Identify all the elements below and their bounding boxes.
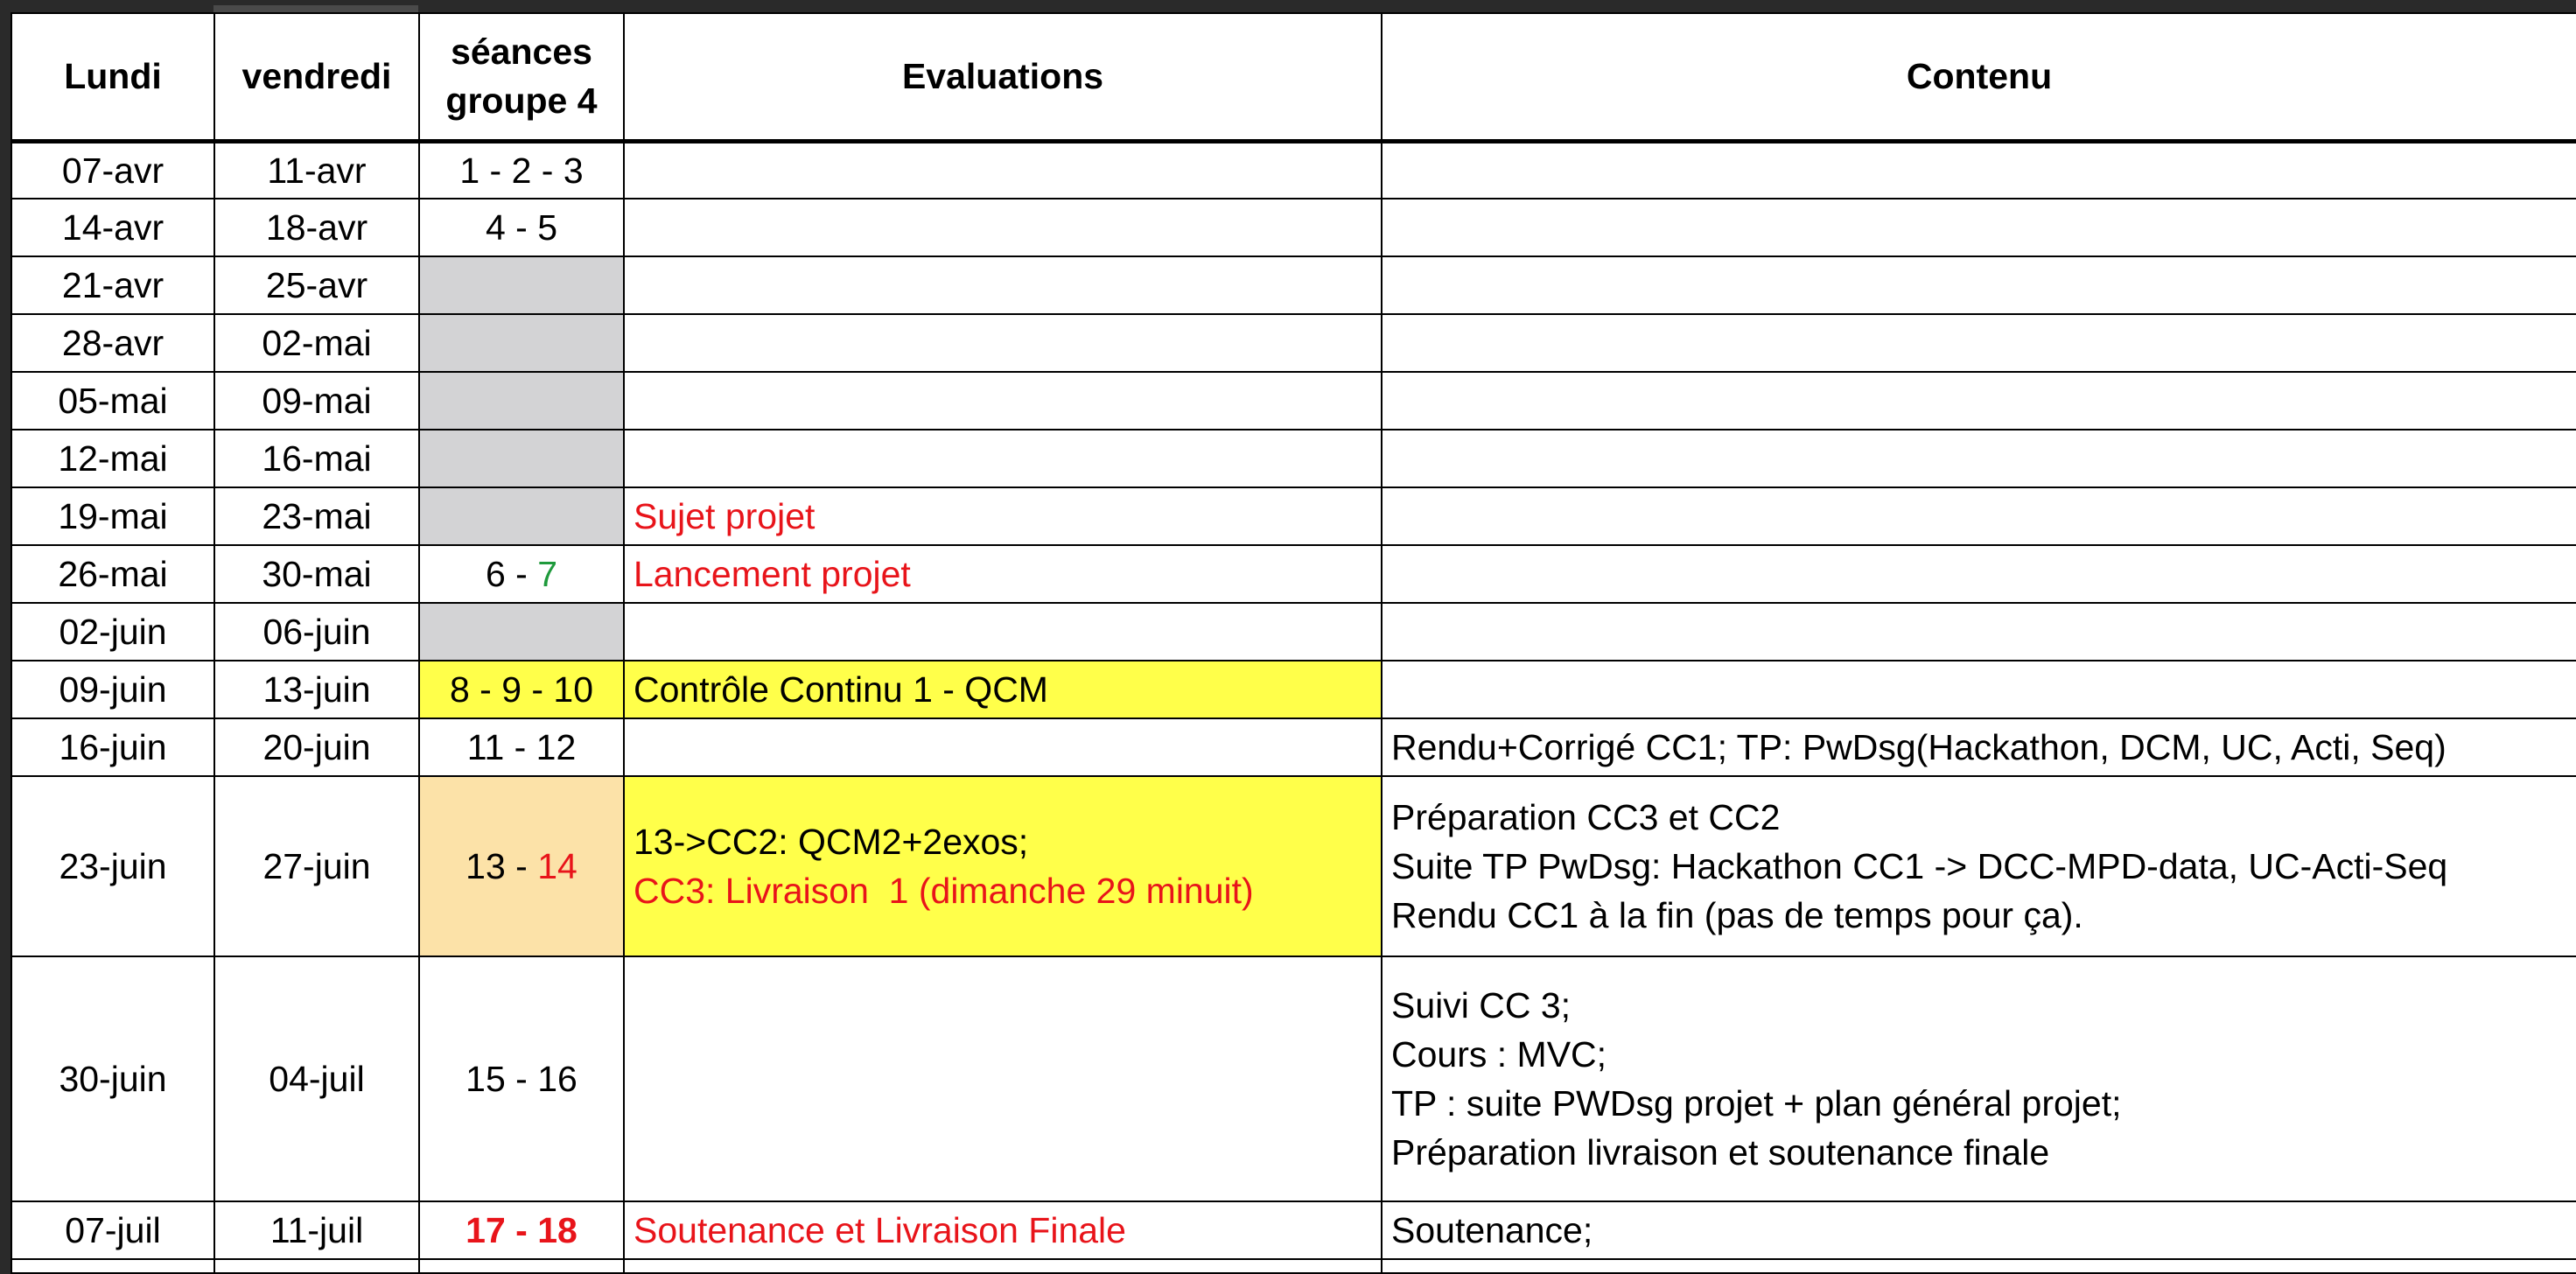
table-row [11, 314, 2576, 372]
header-contenu[interactable]: Contenu [1382, 13, 2576, 141]
cell-evaluation[interactable] [624, 372, 1382, 430]
cell-evaluation[interactable] [624, 718, 1382, 776]
header-row [11, 13, 2576, 141]
cell-vendredi[interactable]: 25-avr [214, 256, 419, 314]
header-evaluations[interactable]: Evaluations [624, 13, 1382, 141]
cell-vendredi[interactable]: 02-mai [214, 314, 419, 372]
cell-vendredi[interactable]: 20-juin [214, 718, 419, 776]
table-row [11, 256, 2576, 314]
seances-part-b: 7 [537, 554, 558, 594]
contenu-line: Préparation livraison et soutenance finale [1391, 1132, 2050, 1172]
cell-vendredi[interactable]: 27-juin [214, 776, 419, 956]
cell-lundi[interactable]: 21-avr [11, 256, 214, 314]
cell-evaluation[interactable]: Lancement projet [624, 545, 1382, 603]
cell-lundi[interactable]: 07-avr [11, 141, 214, 199]
cell-contenu[interactable] [1382, 956, 2576, 1201]
cell-lundi[interactable]: 14-avr [11, 199, 214, 256]
cell-vendredi[interactable]: 11-juil [214, 1201, 419, 1259]
cell-contenu[interactable] [1382, 603, 2576, 661]
cell-vendredi[interactable]: 23-mai [214, 487, 419, 545]
cell-seances[interactable] [419, 487, 624, 545]
cell-evaluation[interactable] [624, 776, 1382, 956]
cell-evaluation[interactable] [624, 314, 1382, 372]
header-seances-line2: groupe 4 [445, 80, 598, 122]
cell-vendredi[interactable]: 18-avr [214, 199, 419, 256]
cell-seances[interactable]: 15 - 16 [419, 956, 624, 1201]
contenu-line: Suite TP PwDsg: Hackathon CC1 -> DCC-MPD-data, UC-Acti-Seq [1391, 846, 2448, 886]
table-row [11, 603, 2576, 661]
seances-part-a: 6 - [485, 554, 538, 594]
cell-evaluation[interactable] [624, 430, 1382, 487]
cell-seances[interactable] [419, 545, 624, 603]
contenu-line: TP : suite PWDsg projet + plan général projet; [1391, 1083, 2122, 1124]
header-vendredi[interactable]: vendredi [214, 13, 419, 141]
cell-vendredi[interactable]: 13-juin [214, 661, 419, 718]
cell-lundi[interactable]: 19-mai [11, 487, 214, 545]
cell-evaluation[interactable] [624, 603, 1382, 661]
table-row-empty [11, 1259, 2576, 1273]
cell-contenu[interactable] [1382, 199, 2576, 256]
cell-seances[interactable]: 17 - 18 [419, 1201, 624, 1259]
cell-lundi[interactable]: 30-juin [11, 956, 214, 1201]
cell-vendredi[interactable]: 06-juin [214, 603, 419, 661]
cell-seances[interactable] [419, 776, 624, 956]
cell-contenu[interactable] [1382, 372, 2576, 430]
cell-evaluation[interactable] [624, 199, 1382, 256]
schedule-table [10, 12, 2576, 1274]
cell-vendredi[interactable]: 11-avr [214, 141, 419, 199]
seances-part-b: 14 [537, 846, 578, 886]
cell-seances[interactable]: 4 - 5 [419, 199, 624, 256]
cell-contenu[interactable] [1382, 776, 2576, 956]
table-row [11, 487, 2576, 545]
cell-evaluation[interactable]: Soutenance et Livraison Finale [624, 1201, 1382, 1259]
cell-contenu[interactable] [1382, 141, 2576, 199]
cell-lundi[interactable]: 23-juin [11, 776, 214, 956]
cell-seances[interactable] [419, 603, 624, 661]
cell-empty[interactable] [214, 1259, 419, 1273]
contenu-line: Suivi CC 3; [1391, 985, 1572, 1026]
cell-empty[interactable] [1382, 1259, 2576, 1273]
cell-empty[interactable] [624, 1259, 1382, 1273]
cell-seances[interactable] [419, 256, 624, 314]
cell-contenu[interactable] [1382, 487, 2576, 545]
cell-lundi[interactable]: 12-mai [11, 430, 214, 487]
cell-contenu[interactable]: Rendu+Corrigé CC1; TP: PwDsg(Hackathon, DCM, UC, Acti, Seq) [1382, 718, 2576, 776]
contenu-line: Préparation CC3 et CC2 [1391, 797, 1781, 837]
table-row [11, 1201, 2576, 1259]
cell-lundi[interactable]: 07-juil [11, 1201, 214, 1259]
cell-contenu[interactable] [1382, 545, 2576, 603]
cell-lundi[interactable]: 02-juin [11, 603, 214, 661]
cell-lundi[interactable]: 05-mai [11, 372, 214, 430]
cell-lundi[interactable]: 09-juin [11, 661, 214, 718]
cell-vendredi[interactable]: 16-mai [214, 430, 419, 487]
cell-seances[interactable] [419, 372, 624, 430]
cell-lundi[interactable]: 16-juin [11, 718, 214, 776]
cell-lundi[interactable]: 28-avr [11, 314, 214, 372]
cell-contenu[interactable] [1382, 314, 2576, 372]
header-seances-line1: séances [451, 32, 592, 73]
cell-vendredi[interactable]: 30-mai [214, 545, 419, 603]
table-row [11, 718, 2576, 776]
table-row [11, 430, 2576, 487]
cell-evaluation[interactable]: Contrôle Continu 1 - QCM [624, 661, 1382, 718]
cell-contenu[interactable] [1382, 256, 2576, 314]
table-row [11, 545, 2576, 603]
cell-seances[interactable]: 8 - 9 - 10 [419, 661, 624, 718]
cell-contenu[interactable] [1382, 430, 2576, 487]
cell-seances[interactable]: 1 - 2 - 3 [419, 141, 624, 199]
evaluation-line: 13->CC2: QCM2+2exos; [634, 822, 1029, 862]
table-row [11, 956, 2576, 1201]
contenu-line: Cours : MVC; [1391, 1034, 1607, 1074]
header-lundi[interactable]: Lundi [11, 13, 214, 141]
table-row [11, 661, 2576, 718]
cell-vendredi[interactable]: 04-juil [214, 956, 419, 1201]
window-top-bar [0, 0, 2576, 12]
cell-evaluation[interactable] [624, 141, 1382, 199]
table-row [11, 199, 2576, 256]
cell-empty[interactable] [11, 1259, 214, 1273]
table-row [11, 776, 2576, 956]
cell-seances[interactable]: 11 - 12 [419, 718, 624, 776]
table-row [11, 372, 2576, 430]
cell-empty[interactable] [419, 1259, 624, 1273]
cell-lundi[interactable]: 26-mai [11, 545, 214, 603]
cell-seances[interactable] [419, 430, 624, 487]
cell-contenu[interactable] [1382, 661, 2576, 718]
table-row [11, 141, 2576, 199]
contenu-line: Rendu CC1 à la fin (pas de temps pour ça). [1391, 895, 2083, 935]
cell-contenu[interactable]: Soutenance; [1382, 1201, 2576, 1259]
row-header-strip [0, 12, 10, 1274]
cell-evaluation[interactable] [624, 956, 1382, 1201]
cell-evaluation[interactable]: Sujet projet [624, 487, 1382, 545]
column-selection-indicator [214, 5, 418, 12]
seances-part-a: 13 - [466, 846, 538, 886]
header-seances[interactable] [419, 13, 624, 141]
cell-seances[interactable] [419, 314, 624, 372]
cell-vendredi[interactable]: 09-mai [214, 372, 419, 430]
cell-evaluation[interactable] [624, 256, 1382, 314]
evaluation-line: CC3: Livraison 1 (dimanche 29 minuit) [634, 871, 1254, 911]
